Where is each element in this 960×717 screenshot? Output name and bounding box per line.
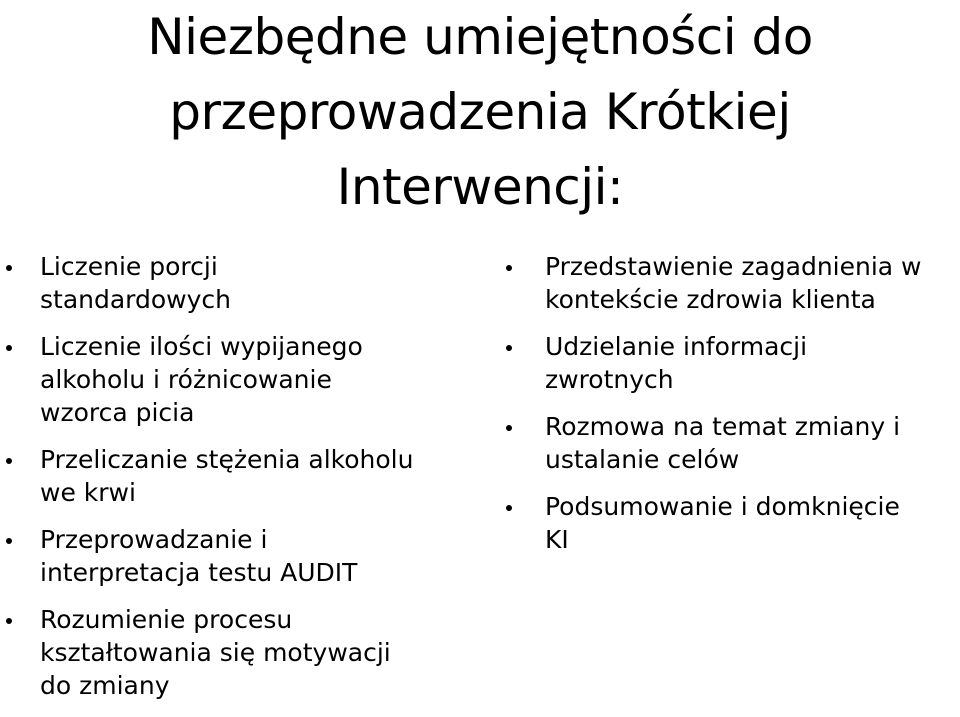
list-item-line: standardowych [40, 285, 232, 314]
list-item-line: Liczenie porcji [40, 252, 218, 281]
list-item [0, 330, 480, 429]
list-item [500, 330, 960, 396]
bullet-icon [6, 265, 12, 271]
bullet-icon [6, 618, 12, 624]
bullet-icon [506, 345, 512, 351]
list-item [500, 490, 960, 556]
list-item-line: Przedstawienie zagadnienia w [545, 252, 922, 281]
list-item-line: Liczenie ilości wypijanego [40, 332, 363, 361]
bullet-icon [506, 425, 512, 431]
list-item-line: alkoholu i różnicowanie [40, 365, 332, 394]
list-item-line: do zmiany [40, 671, 170, 700]
list-item-line: ustalanie celów [545, 445, 740, 474]
list-item [0, 443, 480, 509]
list-item-line: interpretacja testu AUDIT [40, 558, 358, 587]
list-item-line: kształtowania się motywacji [40, 638, 391, 667]
title-line: przeprowadzenia Krótkiej [169, 83, 791, 141]
list-item-line: Przeprowadzanie i [40, 525, 268, 554]
list-item-line: KI [545, 525, 569, 554]
list-item-line: wzorca picia [40, 398, 195, 427]
list-item [500, 410, 960, 476]
bullet-icon [6, 538, 12, 544]
list-item [500, 250, 960, 316]
list-item-line: zwrotnych [545, 365, 674, 394]
title-line: Interwencji: [336, 158, 624, 216]
list-item-line: kontekście zdrowia klienta [545, 285, 876, 314]
skills-list-left [0, 250, 480, 716]
list-item-line: Udzielanie informacji [545, 332, 808, 361]
list-item-line: Podsumowanie i domknięcie [545, 492, 900, 521]
bullet-icon [506, 505, 512, 511]
bullet-icon [6, 345, 12, 351]
list-item-line: Rozumienie procesu [40, 605, 293, 634]
bullet-icon [506, 265, 512, 271]
bullet-icon [6, 458, 12, 464]
list-item [0, 603, 480, 702]
list-item-line: Przeliczanie stężenia alkoholu [40, 445, 414, 474]
list-item-line: Rozmowa na temat zmiany i [545, 412, 901, 441]
list-item-line: we krwi [40, 478, 136, 507]
list-item [0, 523, 480, 589]
skills-list-right [500, 250, 960, 570]
slide-title [40, 0, 920, 225]
list-item [0, 250, 480, 316]
title-line: Niezbędne umiejętności do [147, 8, 813, 66]
